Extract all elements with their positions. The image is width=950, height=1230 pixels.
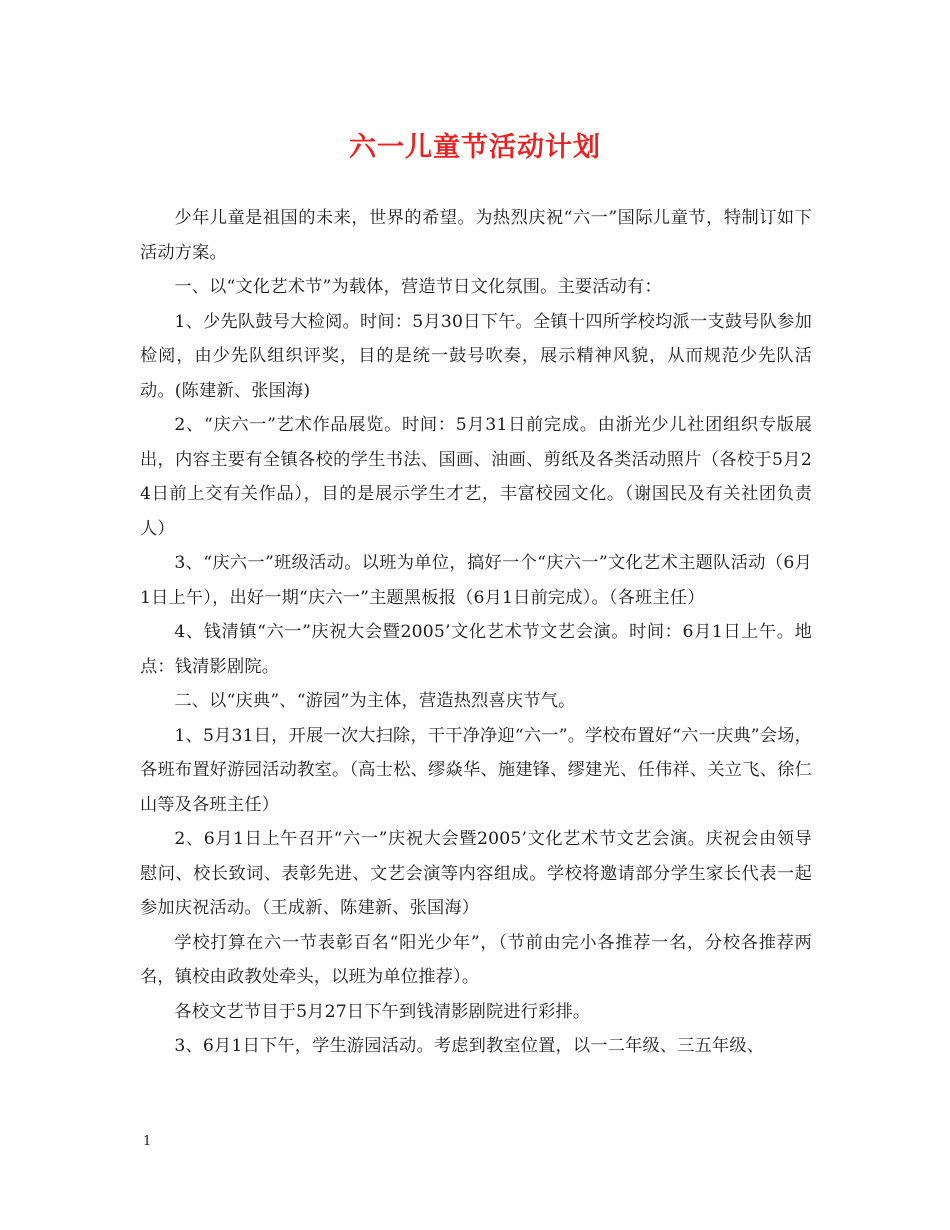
paragraph-section-two-heading: 二、以“庆典”、“游园”为主体，营造热烈喜庆节气。 xyxy=(174,691,576,711)
paragraph-item-cleanup: 1、5月31日，开展一次大扫除，干干净净迎“六一”。学校布置好“六一庆典”会场，各班布置好游园活动教室。（高士松、缪焱华、施建锋、缪建光、任伟祥、关立飞、徐仁山等及各班主任） xyxy=(140,725,812,815)
paragraph-intro: 少年儿童是祖国的未来，世界的希望。为热烈庆祝“六一”国际儿童节，特制订如下活动方案。 xyxy=(140,208,812,263)
paragraph-item-drum-review: 1、少先队鼓号大检阅。时间：5月30日下午。全镇十四所学校均派一支鼓号队参加检阅，由少先队组织评奖，目的是统一鼓号吹奏，展示精神风貌，从而规范少先队活动。(陈建新、张国海) xyxy=(140,311,812,401)
paragraph-section-one-heading: 一、以“文化艺术节”为载体，营造节日文化氛围。主要活动有： xyxy=(174,277,662,297)
paragraph-item-class-activity: 3、“庆六一”班级活动。以班为单位，搞好一个“庆六一”文化艺术主题队活动（6月1日上午），出好一期“庆六一”主题黑板报（6月1日前完成）。（各班主任） xyxy=(140,553,812,608)
paragraph-item-celebration-meeting: 2、6月1日上午召开“六一”庆祝大会暨2005’文化艺术节文艺会演。庆祝会由领导慰问、校长致词、表彰先进、文艺会演等内容组成。学校将邀请部分学生家长代表一起参加庆祝活动。（王成新、陈建新、张国海） xyxy=(140,829,812,918)
paragraph-item-garden-party: 3、6月1日下午，学生游园活动。考虑到教室位置，以一二年级、三五年级、 xyxy=(174,1036,765,1056)
page-number: 1 xyxy=(143,1134,152,1149)
document-body xyxy=(140,201,812,1064)
paragraph-item-celebration-performance: 4、钱清镇“六一”庆祝大会暨2005’文化艺术节文艺会演。时间：6月1日上午。地点：钱清影剧院。 xyxy=(140,622,812,677)
document-title: 六一儿童节活动计划 xyxy=(349,132,601,163)
paragraph-sunshine-youth: 学校打算在六一节表彰百名“阳光少年”，（节前由完小各推荐一名，分校各推荐两名，镇校由政教处牵头，以班为单位推荐）。 xyxy=(140,932,812,987)
paragraph-rehearsal: 各校文艺节目于5月27日下午到钱清影剧院进行彩排。 xyxy=(174,1001,591,1022)
paragraph-item-art-exhibition: 2、“庆六一”艺术作品展览。时间：5月31日前完成。由浙光少儿社团组织专版展出，内容主要有全镇各校的学生书法、国画、油画、剪纸及各类活动照片（各校于5月24日前上交有关作品），目的是展示学生才艺，丰富校园文化。（谢国民及有关社团负责人） xyxy=(140,415,812,539)
